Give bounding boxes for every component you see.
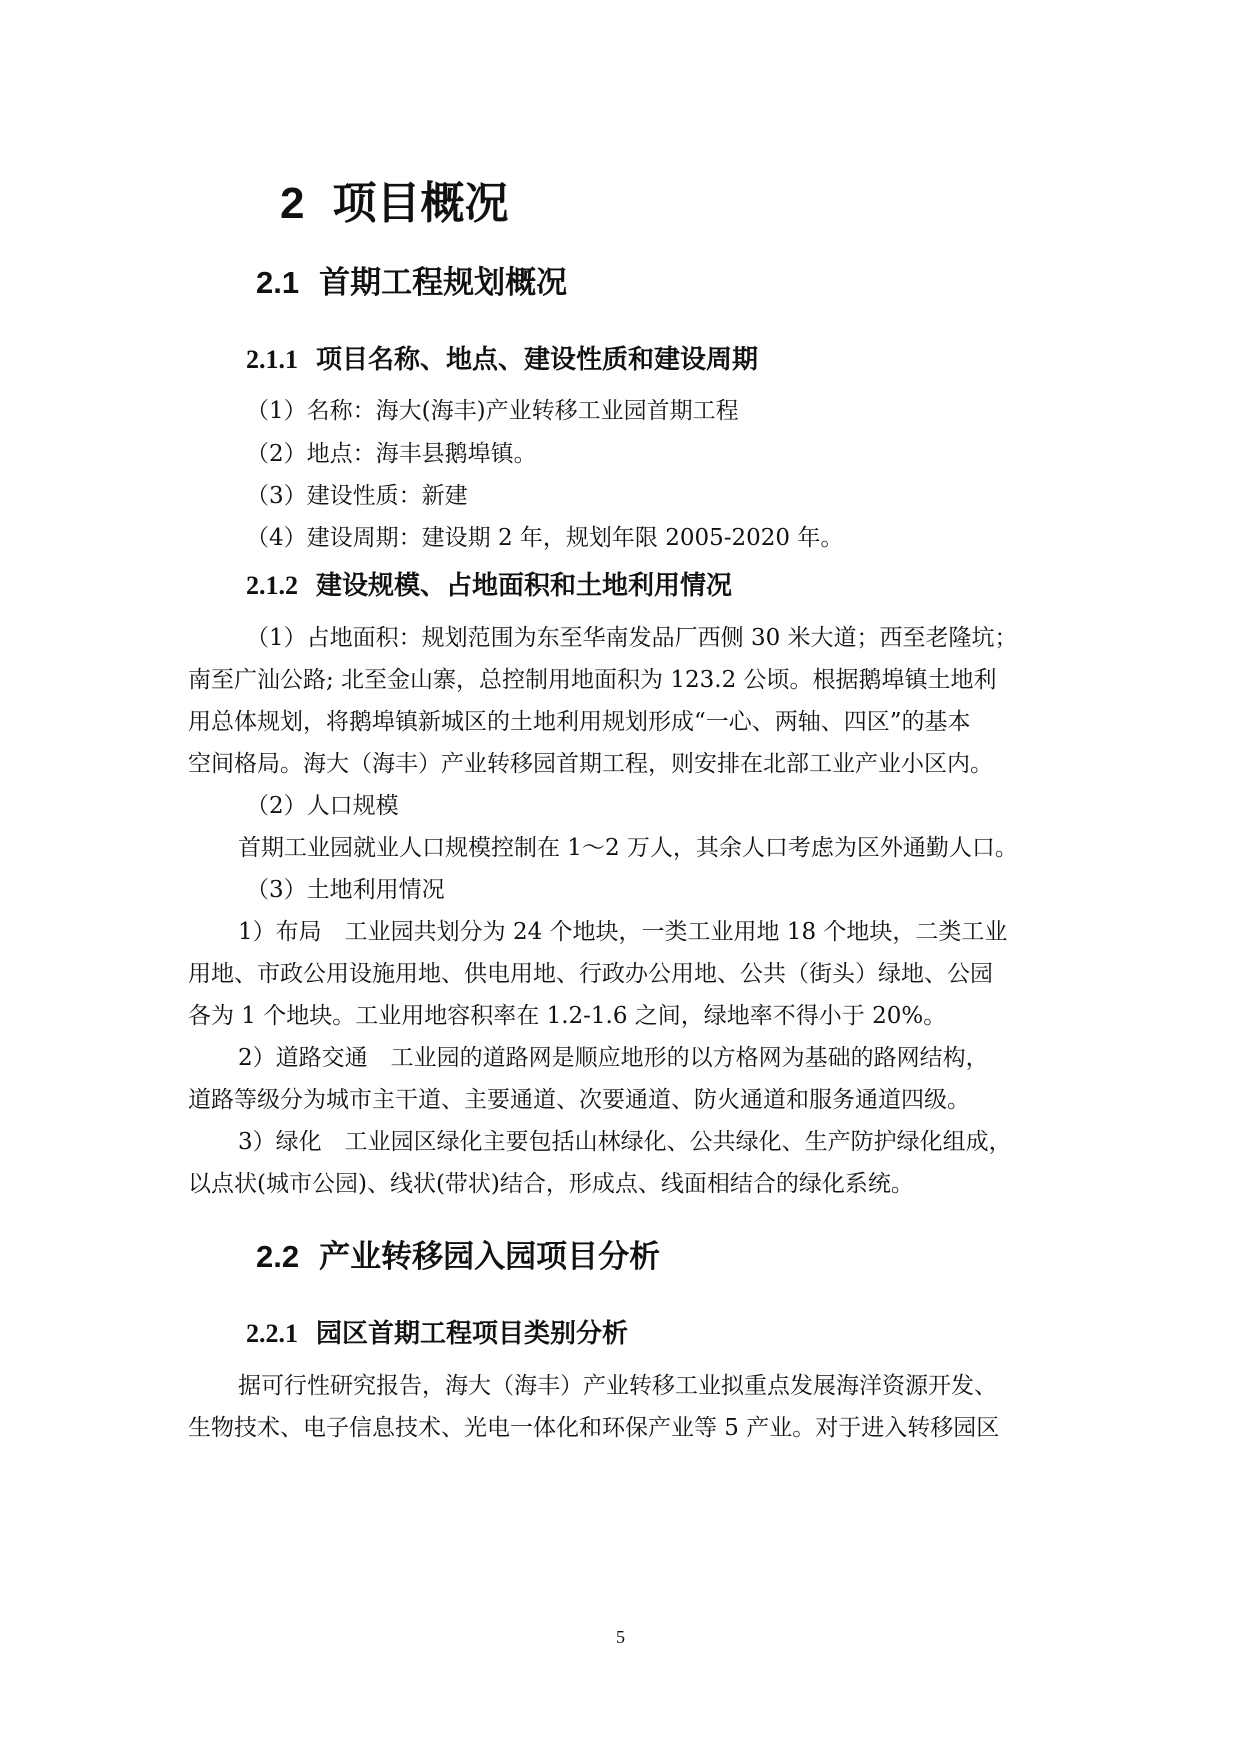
section-number: 2.1 (256, 265, 300, 300)
list-item: （2）地点：海丰县鹅埠镇。 (246, 441, 537, 467)
paragraph-line: 道路等级分为城市主干道、主要通道、次要通道、防火通道和服务通道四级。 (188, 1087, 970, 1113)
chapter-heading (280, 176, 508, 232)
subsection-number: 2.1.2 (246, 571, 298, 600)
section-number: 2.2 (256, 1239, 300, 1274)
section-heading-2-2 (256, 1236, 660, 1278)
list-item: （4）建设周期：建设期 2 年，规划年限 2005-2020 年。 (246, 525, 844, 551)
paragraph-line: （2）人口规模 (246, 793, 399, 819)
section-title: 产业转移园入园项目分析 (319, 1239, 661, 1275)
subsection-number: 2.2.1 (246, 1319, 298, 1348)
subsection-title: 建设规模、占地面积和土地利用情况 (316, 571, 733, 601)
paragraph-line: 各为 1 个地块。工业用地容积率在 1.2-1.6 之间，绿地率不得小于 20%。 (188, 1003, 947, 1029)
list-item: （3）建设性质：新建 (246, 483, 468, 509)
paragraph-line: 用总体规划，将鹅埠镇新城区的土地利用规划形成“一心、两轴、四区”的基本 (188, 709, 971, 735)
paragraph-line: 南至广汕公路; 北至金山寨，总控制用地面积为 123.2 公顷。根据鹅埠镇土地利 (188, 667, 997, 693)
subsection-heading-2-1-1 (246, 342, 758, 378)
paragraph-line: 2）道路交通 工业园的道路网是顺应地形的以方格网为基础的路网结构， (238, 1045, 989, 1071)
chapter-number: 2 (280, 179, 305, 228)
paragraph-line: 空间格局。海大（海丰）产业转移园首期工程，则安排在北部工业产业小区内。 (188, 751, 993, 777)
paragraph-line: 据可行性研究报告，海大（海丰）产业转移工业拟重点发展海洋资源开发、 (238, 1373, 997, 1399)
paragraph-line: 1）布局 工业园共划分为 24 个地块，一类工业用地 18 个地块，二类工业 (238, 919, 1008, 945)
page-number: 5 (616, 1627, 625, 1647)
section-heading-2-1 (256, 262, 567, 304)
paragraph-line: 以点状(城市公园)、线状(带状)结合，形成点、线面相结合的绿化系统。 (188, 1171, 914, 1197)
paragraph-line: 3）绿化 工业园区绿化主要包括山林绿化、公共绿化、生产防护绿化组成， (238, 1129, 1012, 1155)
paragraph-line: 首期工业园就业人口规模控制在 1～2 万人，其余人口考虑为区外通勤人口。 (238, 835, 1018, 861)
subsection-heading-2-1-2 (246, 568, 732, 604)
paragraph-line: （3）土地利用情况 (246, 877, 445, 903)
section-title: 首期工程规划概况 (319, 265, 568, 301)
chapter-title: 项目概况 (332, 178, 509, 229)
paragraph-line: 生物技术、电子信息技术、光电一体化和环保产业等 5 产业。对于进入转移园区 (188, 1415, 1000, 1441)
paragraph-line: 用地、市政公用设施用地、供电用地、行政办公用地、公共（街头）绿地、公园 (188, 961, 993, 987)
list-item: （1）名称：海大(海丰)产业转移工业园首期工程 (246, 398, 739, 424)
subsection-number: 2.1.1 (246, 345, 298, 374)
subsection-heading-2-2-1 (246, 1316, 628, 1352)
subsection-title: 项目名称、地点、建设性质和建设周期 (316, 345, 759, 375)
paragraph-line: （1）占地面积：规划范围为东至华南发品厂西侧 30 米大道；西至老隆坑； (246, 625, 1018, 651)
subsection-title: 园区首期工程项目类别分析 (316, 1319, 629, 1349)
